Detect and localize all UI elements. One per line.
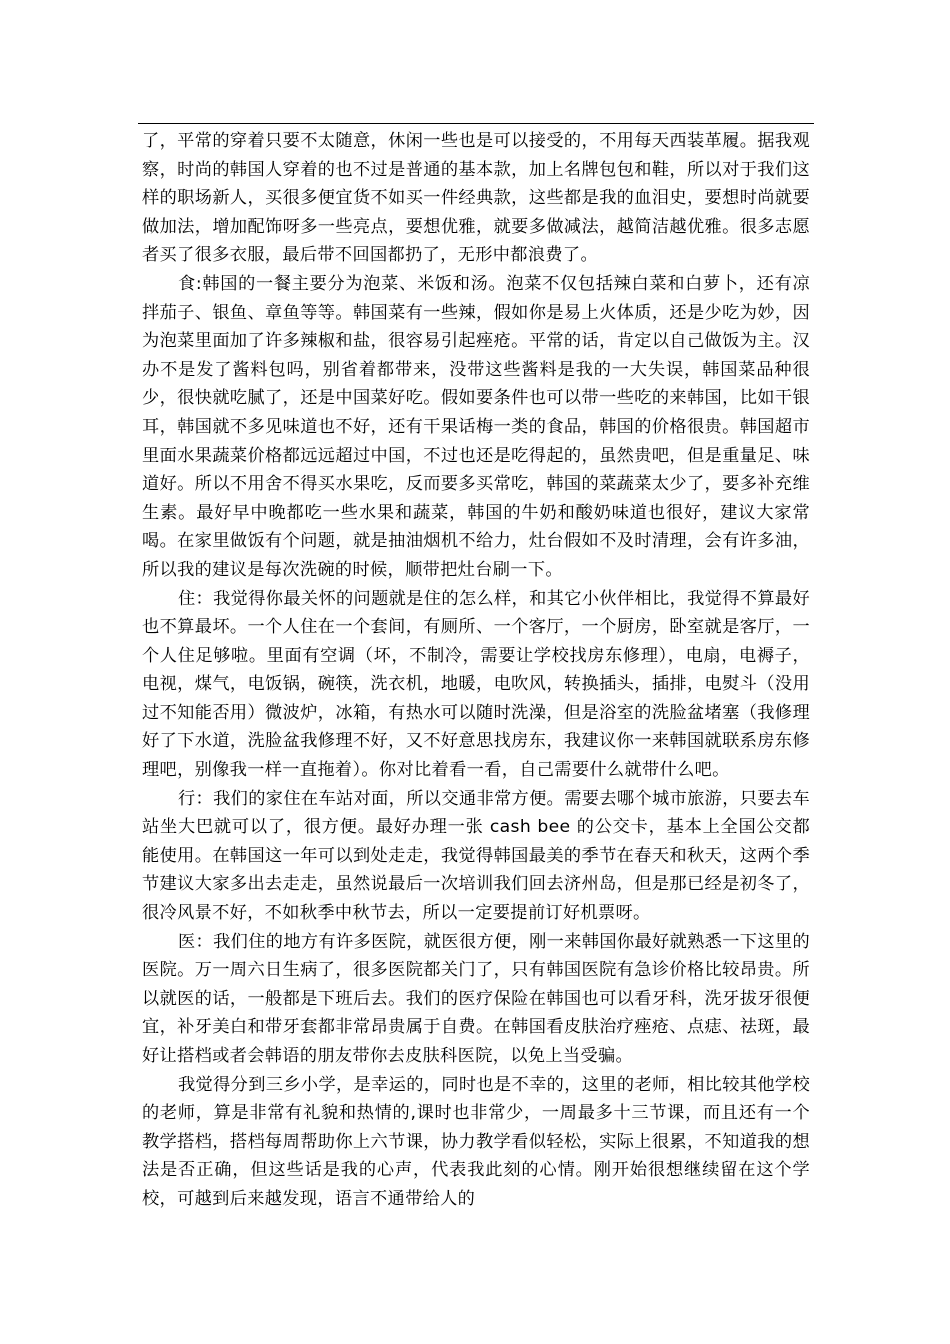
paragraph-medical: 医：我们住的地方有许多医院，就医很方便，刚一来韩国你最好就熟悉一下这里的医院。万一周六日生病了，很多医院都关门了，只有韩国医院有急诊价格比较昂贵。所以就医的话，一般都是下班后去。我们的医疗保险在韩国也可以看牙科，洗牙拔牙很便宜，补牙美白和带牙套都非常昂贵属于自费。在韩国看皮肤治疗痤疮、点痣、祛斑，最好让搭档或者会韩语的朋友带你去皮肤科医院，以免上当受骗。: [142, 931, 810, 1066]
paragraph-clothing-continued: 了，平常的穿着只要不太随意，休闲一些也是可以接受的，不用每天西装革履。据我观察，时尚的韩国人穿着的也不过是普通的基本款，加上名牌包包和鞋，所以对于我们这样的职场新人，买很多便宜货不如买一件经典款，这些都是我的血泪史，要想时尚就要做加法，增加配饰呀多一些亮点，要想优雅，就要多做减法，越简洁越优雅。很多志愿者买了很多衣服，最后带不回国都扔了，无形中都浪费了。: [142, 131, 810, 266]
header-rule: [138, 123, 814, 124]
paragraph-school-reflection: 我觉得分到三乡小学，是幸运的，同时也是不幸的，这里的老师，相比较其他学校的老师，算是非常有礼貌和热情的,课时也非常少，一周最多十三节课，而且还有一个教学搭档，搭档每周帮助你上六节课，协力教学看似轻松，实际上很累，不知道我的想法是否正确，但这些话是我的心声，代表我此刻的心情。刚开始很想继续留在这个学校，可越到后来越发现，语言不通带给人的: [142, 1074, 810, 1209]
paragraph-food: 食:韩国的一餐主要分为泡菜、米饭和汤。泡菜不仅包括辣白菜和白萝卜，还有凉拌茄子、银鱼、章鱼等等。韩国菜有一些辣，假如你是易上火体质，还是少吃为妙，因为泡菜里面加了许多辣椒和盐，很容易引起痤疮。平常的话，肯定以自己做饭为主。汉办不是发了酱料包吗，别省着都带来，没带这些酱料是我的一大失误，韩国菜品种很少，很快就吃腻了，还是中国菜好吃。假如要条件也可以带一些吃的来韩国，比如干银耳，韩国就不多见味道也不好，还有干果话梅一类的食品，韩国的价格很贵。韩国超市里面水果蔬菜价格都远远超过中国，不过也还是吃得起的，虽然贵吧，但是重量足、味道好。所以不用舍不得买水果吃，反而要多买常吃，韩国的菜蔬菜太少了，要多补充维生素。最好早中晚都吃一些水果和蔬菜，韩国的牛奶和酸奶味道也很好，建议大家常喝。在家里做饭有个问题，就是抽油烟机不给力，灶台假如不及时清理，会有许多油，所以我的建议是每次洗碗的时候，顺带把灶台刷一下。: [142, 273, 810, 580]
paragraph-transport: 行：我们的家住在车站对面，所以交通非常方便。需要去哪个城市旅游，只要去车站坐大巴就可以了，很方便。最好办理一张 cash bee 的公交卡，基本上全国公交都能使用。在韩国这一年可以到处走走，我觉得韩国最美的季节在春天和秋天，这两个季节建议大家多出去走走，虽然说最后一次培训我们回去济州岛，但是那已经是初冬了，很冷风景不好，不如秋季中秋节去，所以一定要提前订好机票呀。: [142, 788, 810, 924]
document-body: [142, 127, 810, 1214]
paragraph-housing: 住：我觉得你最关怀的问题就是住的怎么样，和其它小伙伴相比，我觉得不算最好也不算最坏。一个人住在一个套间，有厕所、一个客厅，一个厨房，卧室就是客厅，一个人住足够啦。里面有空调（坏，不制冷，需要让学校找房东修理），电扇，电褥子，电视，煤气，电饭锅，碗筷，洗衣机，地暖，电吹风，转换插头，插排，电熨斗（没用过不知能否用）微波炉，冰箱，有热水可以随时洗澡，但是浴室的洗脸盆堵塞（我修理好了下水道，洗脸盆我修理不好，又不好意思找房东，我建议你一来韩国就联系房东修理吧，别像我一样一直拖着）。你对比着看一看，自己需要什么就带什么吧。: [142, 588, 810, 781]
